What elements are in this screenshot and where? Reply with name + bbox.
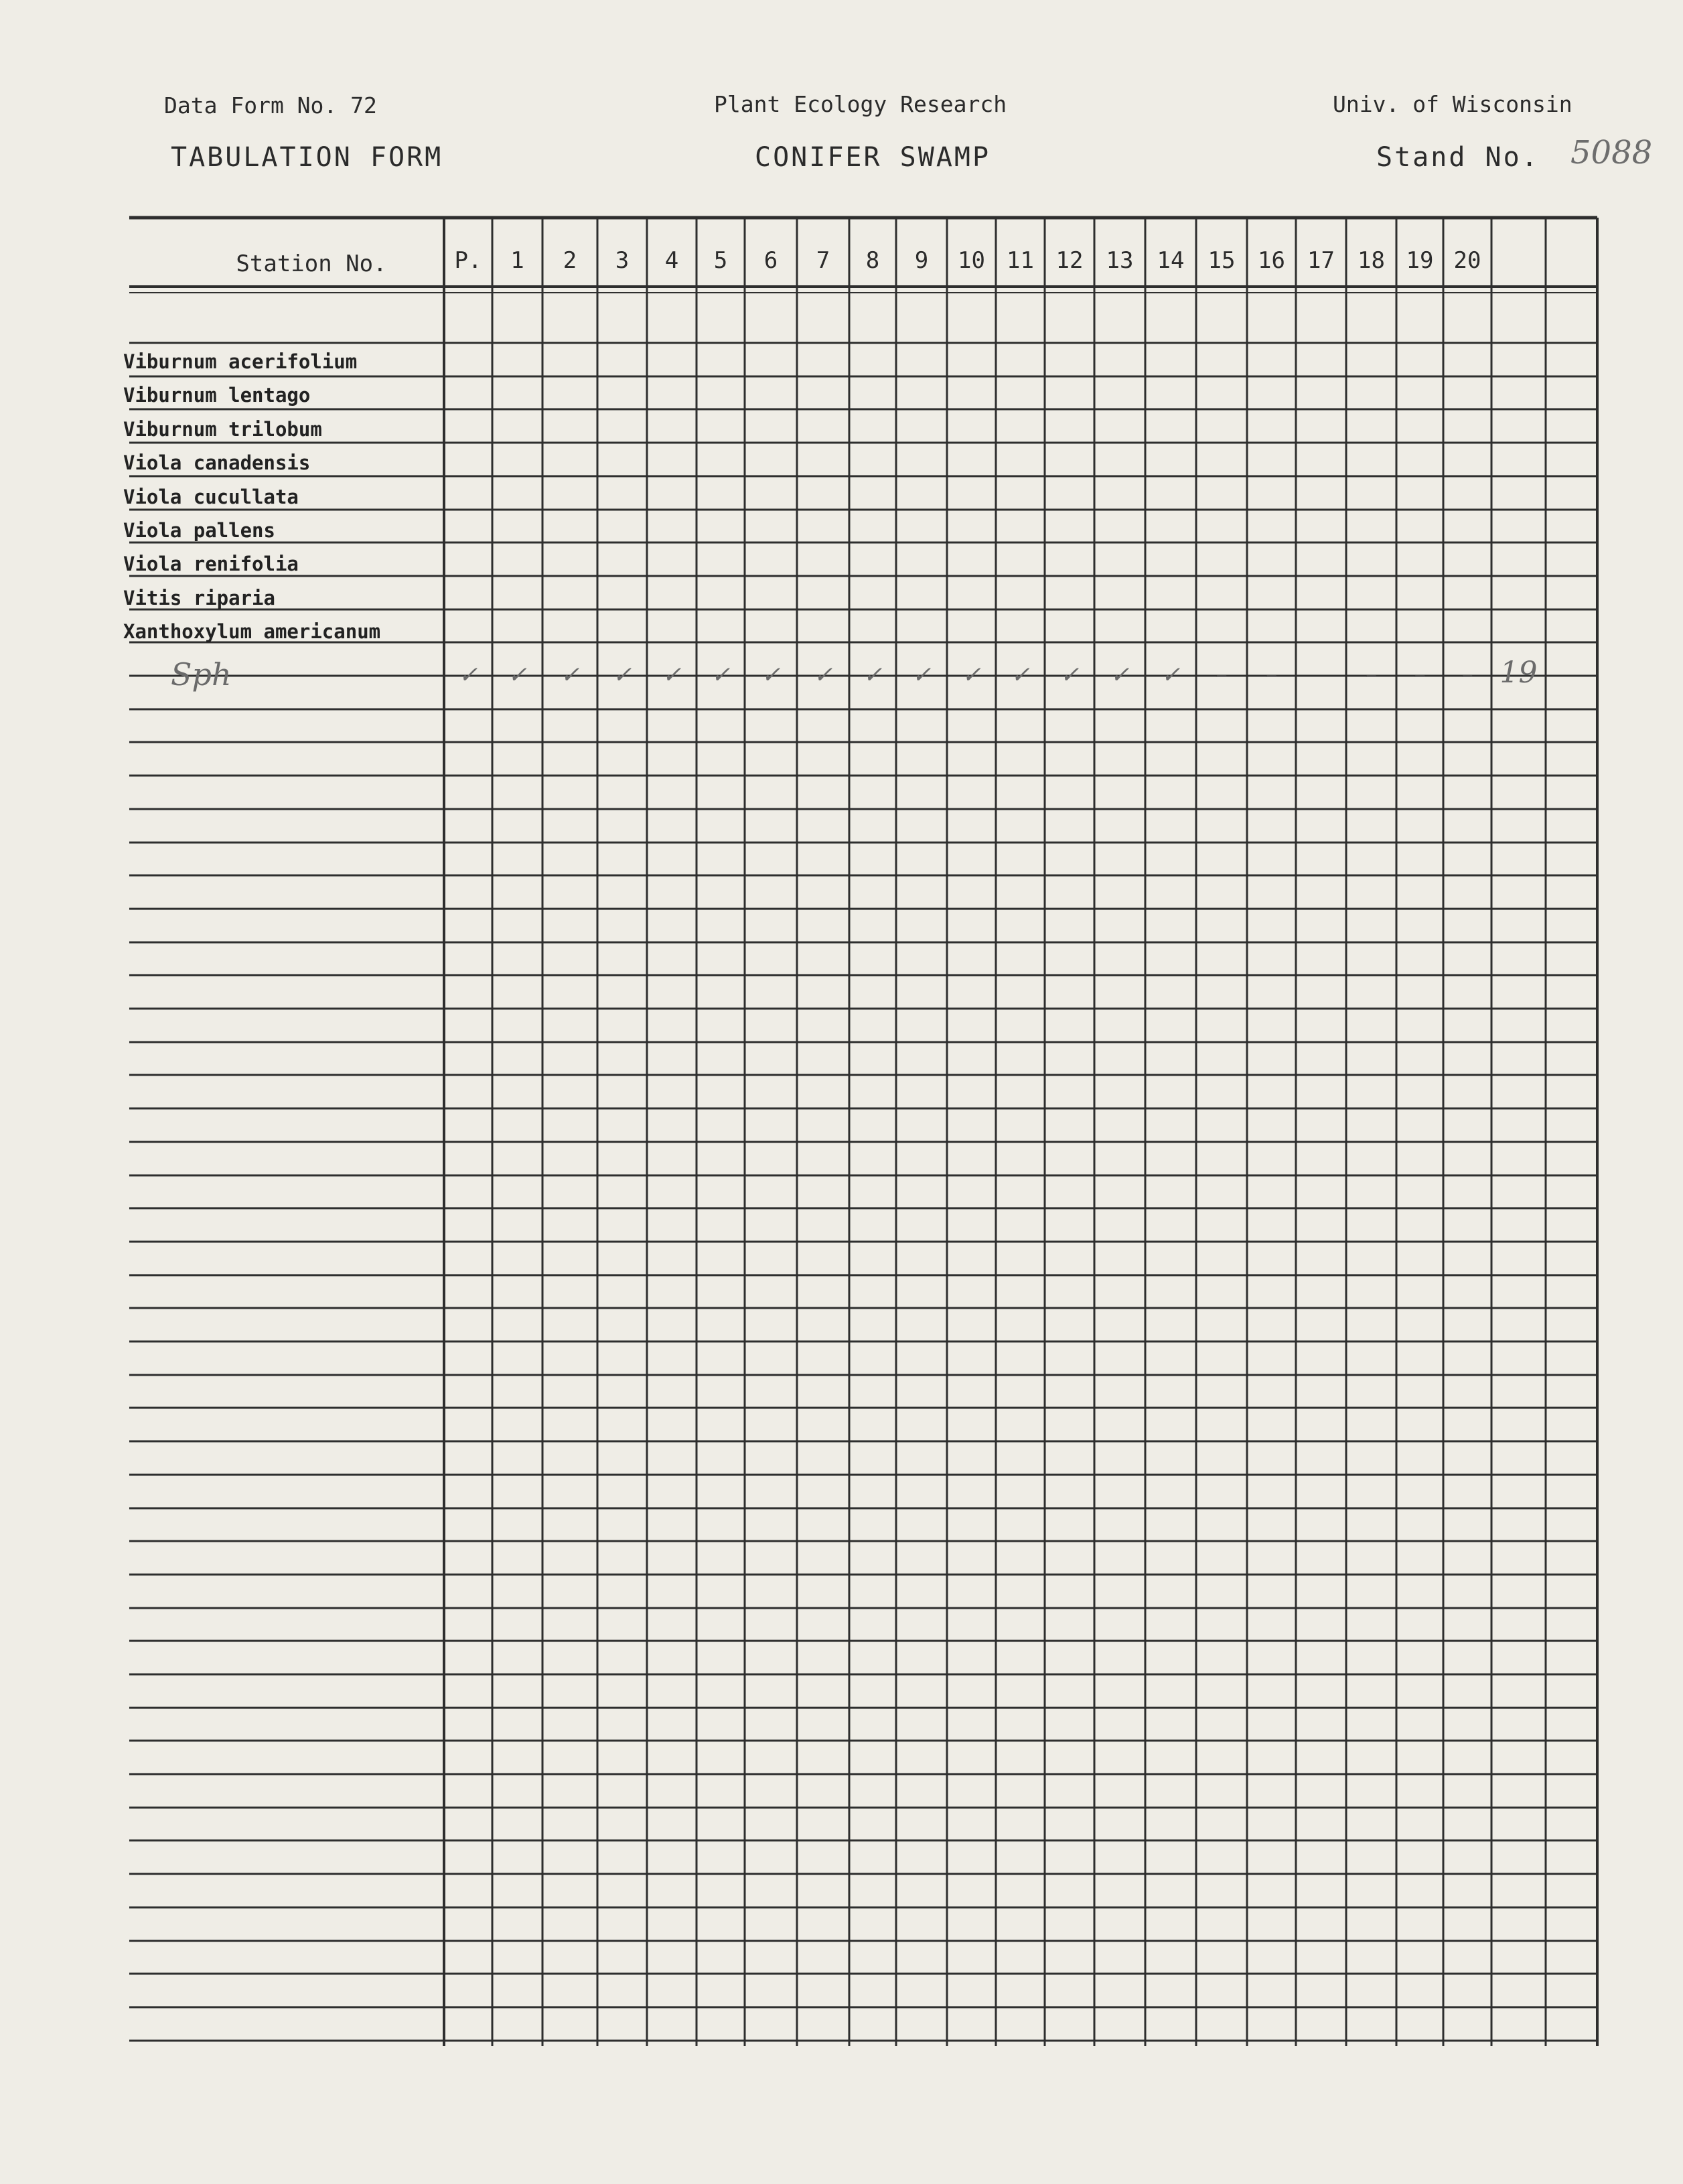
university-name: Univ. of Wisconsin bbox=[1333, 91, 1572, 117]
column-headers bbox=[455, 247, 1481, 274]
handwritten-mark: ✓ bbox=[863, 662, 883, 688]
column-header: 10 bbox=[958, 247, 985, 274]
handwritten-species-label: Sph bbox=[171, 656, 232, 693]
handwritten-mark: – bbox=[1414, 662, 1426, 688]
handwritten-mark: – bbox=[1366, 662, 1377, 688]
species-name: Xanthoxylum americanum bbox=[123, 620, 381, 643]
species-name: Viburnum acerifolium bbox=[123, 350, 358, 373]
handwritten-mark: ✓ bbox=[761, 662, 781, 688]
grid-lines bbox=[129, 218, 1597, 2046]
station-number-label: Station No. bbox=[236, 250, 387, 277]
handwritten-mark: ✓ bbox=[612, 662, 632, 688]
handwritten-mark: ✓ bbox=[962, 662, 981, 688]
species-list bbox=[123, 350, 380, 643]
column-header: 18 bbox=[1358, 247, 1385, 274]
species-name: Viburnum lentago bbox=[123, 384, 311, 407]
column-header: P. bbox=[454, 247, 482, 274]
species-name: Viola pallens bbox=[123, 519, 275, 542]
column-header: 9 bbox=[914, 247, 929, 274]
column-header: 20 bbox=[1453, 247, 1481, 274]
column-header: 14 bbox=[1157, 247, 1185, 274]
handwritten-mark: ✓ bbox=[1011, 662, 1030, 688]
handwritten-mark: ✓ bbox=[662, 662, 682, 688]
handwritten-mark: ✓ bbox=[813, 662, 833, 688]
handwritten-mark: ✓ bbox=[711, 662, 731, 688]
form-subtitle: CONIFER SWAMP bbox=[755, 142, 991, 173]
handwritten-mark: 19 bbox=[1499, 656, 1538, 690]
species-name: Viburnum trilobum bbox=[123, 418, 322, 441]
handwritten-mark: ✓ bbox=[458, 662, 478, 688]
column-header: 13 bbox=[1106, 247, 1134, 274]
handwritten-mark: ✓ bbox=[1059, 662, 1080, 688]
column-header: 3 bbox=[615, 247, 630, 274]
column-header: 16 bbox=[1258, 247, 1285, 274]
handwritten-mark: – bbox=[1266, 662, 1277, 688]
column-header: 1 bbox=[510, 247, 524, 274]
species-name: Vitis riparia bbox=[123, 587, 275, 609]
stand-number-handwritten: 5088 bbox=[1570, 134, 1653, 171]
column-header: 7 bbox=[816, 247, 830, 274]
column-header: 19 bbox=[1406, 247, 1434, 274]
handwritten-mark: ✓ bbox=[1161, 662, 1181, 688]
handwritten-mark: – bbox=[1461, 662, 1473, 688]
column-header: 6 bbox=[763, 247, 778, 274]
species-name: Viola cucullata bbox=[123, 486, 299, 508]
handwritten-mark: ✓ bbox=[560, 662, 580, 688]
species-name: Viola canadensis bbox=[123, 451, 311, 474]
column-header: 11 bbox=[1007, 247, 1034, 274]
handwritten-mark: ✓ bbox=[508, 662, 527, 688]
form-title: TABULATION FORM bbox=[171, 142, 443, 173]
column-header: 17 bbox=[1307, 247, 1335, 274]
species-name: Viola renifolia bbox=[123, 553, 299, 575]
column-header: 5 bbox=[713, 247, 728, 274]
research-title: Plant Ecology Research bbox=[714, 91, 1007, 117]
handwritten-row bbox=[171, 656, 1538, 693]
column-header: 2 bbox=[563, 247, 577, 274]
column-header: 15 bbox=[1208, 247, 1236, 274]
stand-label: Stand No. bbox=[1376, 142, 1540, 173]
column-header: 8 bbox=[865, 247, 880, 274]
handwritten-mark: ✓ bbox=[911, 662, 932, 688]
column-header: 4 bbox=[664, 247, 679, 274]
form-number: Data Form No. 72 bbox=[164, 92, 377, 119]
handwritten-mark: ✓ bbox=[1110, 662, 1130, 688]
handwritten-mark: – bbox=[1216, 662, 1228, 688]
column-header: 12 bbox=[1055, 247, 1084, 274]
